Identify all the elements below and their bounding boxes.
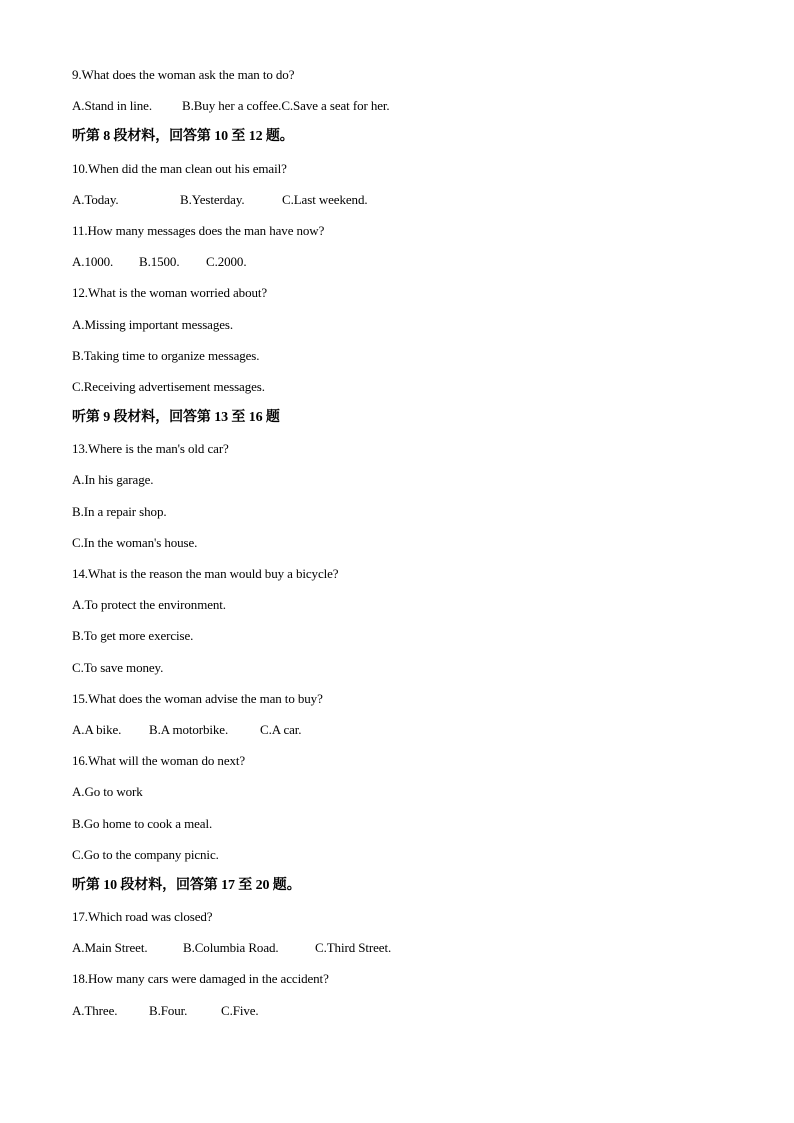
- question-14-option-c: C.To save money.: [72, 659, 164, 675]
- question-11-stem: 11.How many messages does the man have now?: [72, 222, 325, 238]
- question-14-option-a: A.To protect the environment.: [72, 597, 226, 613]
- option-c: C.Last weekend.: [282, 191, 368, 207]
- option-b: B.Four.: [149, 1002, 188, 1018]
- question-16-option-b: B.Go home to cook a meal.: [72, 815, 213, 831]
- question-15-options: [72, 719, 732, 750]
- question-11-options: [72, 251, 732, 282]
- question-12-stem: 12.What is the woman worried about?: [72, 285, 268, 301]
- question-9-stem: 9.What does the woman ask the man to do?: [72, 67, 295, 82]
- option-b: B.A motorbike.: [149, 721, 229, 737]
- question-16-option-c: C.Go to the company picnic.: [72, 846, 219, 862]
- option-a: A.Stand in line.: [72, 98, 153, 114]
- question-13-option-a: A.In his garage.: [72, 472, 154, 488]
- question-18-stem: 18.How many cars were damaged in the accident?: [72, 971, 329, 987]
- section-heading-9: 听第 9 段材料，回答第 13 至 16 题: [72, 410, 280, 426]
- option-a: A.A bike.: [72, 721, 122, 737]
- question-12-option-a: A.Missing important messages.: [72, 316, 234, 332]
- option-a: A.1000.: [72, 254, 114, 270]
- option-c: C.2000.: [206, 254, 247, 270]
- section-heading-8: 听第 8 段材料，回答第 10 至 12 题。: [72, 129, 294, 145]
- option-b: B.1500.: [139, 254, 180, 270]
- question-17-options: [72, 937, 732, 968]
- document-page: [72, 64, 732, 1031]
- option-c: C.A car.: [260, 721, 302, 737]
- question-17-stem: 17.Which road was closed?: [72, 909, 213, 925]
- option-a: A.Today.: [72, 191, 119, 207]
- option-a: A.Main Street.: [72, 940, 148, 956]
- question-12-option-b: B.Taking time to organize messages.: [72, 347, 260, 363]
- option-a: A.Three.: [72, 1002, 118, 1018]
- question-12-option-c: C.Receiving advertisement messages.: [72, 378, 265, 394]
- question-13-stem: 13.Where is the man's old car?: [72, 441, 229, 457]
- question-16-stem: 16.What will the woman do next?: [72, 753, 246, 769]
- question-14-stem: 14.What is the reason the man would buy a bicycle?: [72, 566, 339, 581]
- question-10-stem: 10.When did the man clean out his email?: [72, 160, 287, 176]
- option-b: B.Columbia Road.: [183, 940, 279, 956]
- option-c: C.Five.: [221, 1002, 259, 1018]
- question-16-option-a: A.Go to work: [72, 784, 143, 800]
- option-b: B.Yesterday.: [180, 191, 245, 207]
- option-b: B.Buy her a coffee.: [182, 98, 282, 114]
- option-c: C.Save a seat for her.: [281, 98, 390, 114]
- option-c: C.Third Street.: [315, 940, 392, 956]
- question-13-option-b: B.In a repair shop.: [72, 503, 167, 519]
- question-9-options: [72, 95, 732, 126]
- question-10-options: [72, 189, 732, 220]
- section-heading-10: 听第 10 段材料，回答第 17 至 20 题。: [72, 877, 301, 893]
- question-13-option-c: C.In the woman's house.: [72, 534, 198, 550]
- question-18-options: [72, 1000, 732, 1031]
- question-15-stem: 15.What does the woman advise the man to buy?: [72, 690, 323, 706]
- question-14-option-b: B.To get more exercise.: [72, 628, 194, 644]
